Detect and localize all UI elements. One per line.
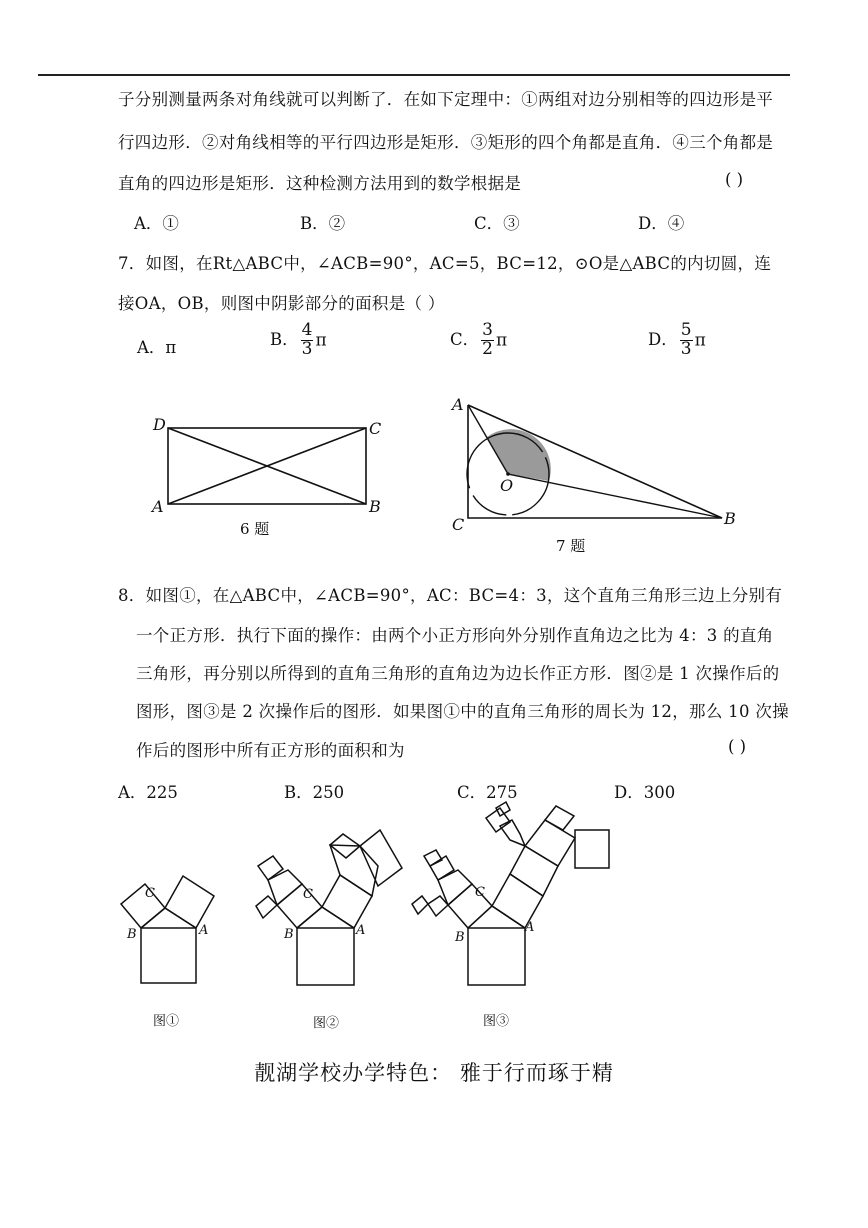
q8-figure-labels [126,885,534,945]
square-on-hypotenuse [468,928,525,985]
fig3-label-a: A [525,920,535,935]
q8-figure-3 [412,802,609,985]
step-2-square-top-right [545,806,574,830]
q8-option-b: B．250 [284,783,345,802]
fig1-label-a: A [199,923,209,938]
school-motto-footer: 靓湖学校办学特色： 雅于行而琢于精 [254,1061,614,1085]
q8-text-line-4: 图形，图③是 2 次操作后的图形．如果图①中的直角三角形的周长为 12，那么 10 次操 [136,702,789,721]
fig1-label-c: C [145,886,155,901]
q8-text-line-5: 作后的图形中所有正方形的面积和为 [136,741,405,760]
q8-text-line-2: 一个正方形．执行下面的操作：由两个小正方形向外分别作直角边之比为 4：3 的直角 [136,626,774,645]
pi-symbol: π [315,330,327,351]
q7-text-line-1: 7．如图，在Rt△ABC中，∠ACB=90°，AC=5，BC=12，⊙O是△ABC的内切圆，连 [118,254,772,273]
q7-option-c-label: C． [450,329,480,349]
q8-figure-2 [256,830,402,985]
q8-answer-paren: ( ) [728,737,747,756]
pi-symbol: π [495,330,508,351]
q8-option-c: C．275 [457,783,518,802]
label-d: D [153,415,166,434]
fig2-label-c: C [303,887,313,902]
q6-text-line-3: 直角的四边形是矩形．这种检测方法用到的数学根据是 [118,174,522,193]
fig2-label-b: B [284,927,294,942]
label-a: A [152,497,164,516]
square-on-ac [165,876,214,928]
label-a: A [452,395,464,414]
step-2-square-left-lower-small [412,896,428,914]
step-1-square-left-upper [258,856,283,880]
q6-option-b: B．② [300,214,346,233]
fig3-label-c: C [475,885,485,900]
q6-option-a: A．① [134,214,179,233]
q7-option-d-label: D． [648,329,678,349]
label-b: B [724,509,736,528]
square-on-ac [492,874,543,928]
square-on-ac [322,875,372,928]
square-on-bc [448,884,492,928]
fraction-denominator: 3 [680,338,692,359]
label-o: O [500,476,514,495]
label-b: B [369,497,381,516]
fraction-denominator: 2 [482,338,493,359]
label-c: C [452,515,465,534]
q8-text-line-3: 三角形，再分别以所得到的直角三角形的直角边为边长作正方形．图②是 1 次操作后的 [136,664,780,683]
step-1-square-b [525,820,575,866]
q7-option-a: A．π [137,338,177,357]
q8-figure-3-caption: 图③ [483,1014,510,1029]
step-1-square-right-large [360,830,402,886]
step-1-square-left-lower [256,896,277,918]
step-2-triangle-top [500,820,525,846]
pi-symbol: π [694,330,706,351]
q6-figure-rectangle [168,428,366,504]
step-2-square-large [575,830,609,868]
q6-text-line-2: 行四边形．②对角线相等的平行四边形是矩形．③矩形的四个角都是直角．④三个角都是 [118,133,774,152]
fig1-label-b: B [127,927,137,942]
q7-text-line-2: 接OA，OB，则图中阴影部分的面积是（ ） [118,294,445,313]
q8-figure-1-caption: 图① [153,1014,180,1029]
fraction-numerator: 4 [301,320,313,340]
q6-option-d: D．④ [638,214,685,233]
fig3-label-b: B [455,930,465,945]
fraction-numerator: 5 [680,320,692,340]
q6-text-line-1: 子分别测量两条对角线就可以判断了．在如下定理中：①两组对边分别相等的四边形是平 [118,90,774,109]
square-on-hypotenuse [297,928,354,985]
label-c: C [369,419,382,438]
fraction-numerator: 3 [482,320,493,340]
step-1-triangle-left [268,870,302,905]
q8-text-line-1: 8．如图①，在△ABC中，∠ACB=90°，AC：BC=4：3，这个直角三角形三边上分别有 [118,586,783,605]
q7-option-b-label: B． [270,329,299,349]
segment-ob [508,474,722,518]
q8-option-d: D．300 [614,783,676,802]
q6-option-c: C．③ [474,214,520,233]
square-on-hypotenuse [141,928,196,983]
step-1-square-a [510,846,558,896]
square-on-bc [277,884,322,928]
q8-option-a: A．225 [118,783,178,802]
q8-figure-2-caption: 图② [313,1016,340,1031]
q7-figure-caption: 7 题 [556,537,586,555]
q6-answer-paren: ( ) [725,170,744,189]
fraction-denominator: 3 [301,338,313,359]
square-on-bc [121,884,165,928]
q6-figure-caption: 6 题 [240,520,270,538]
q7-figure [467,405,722,518]
fig2-label-a: A [356,923,366,938]
